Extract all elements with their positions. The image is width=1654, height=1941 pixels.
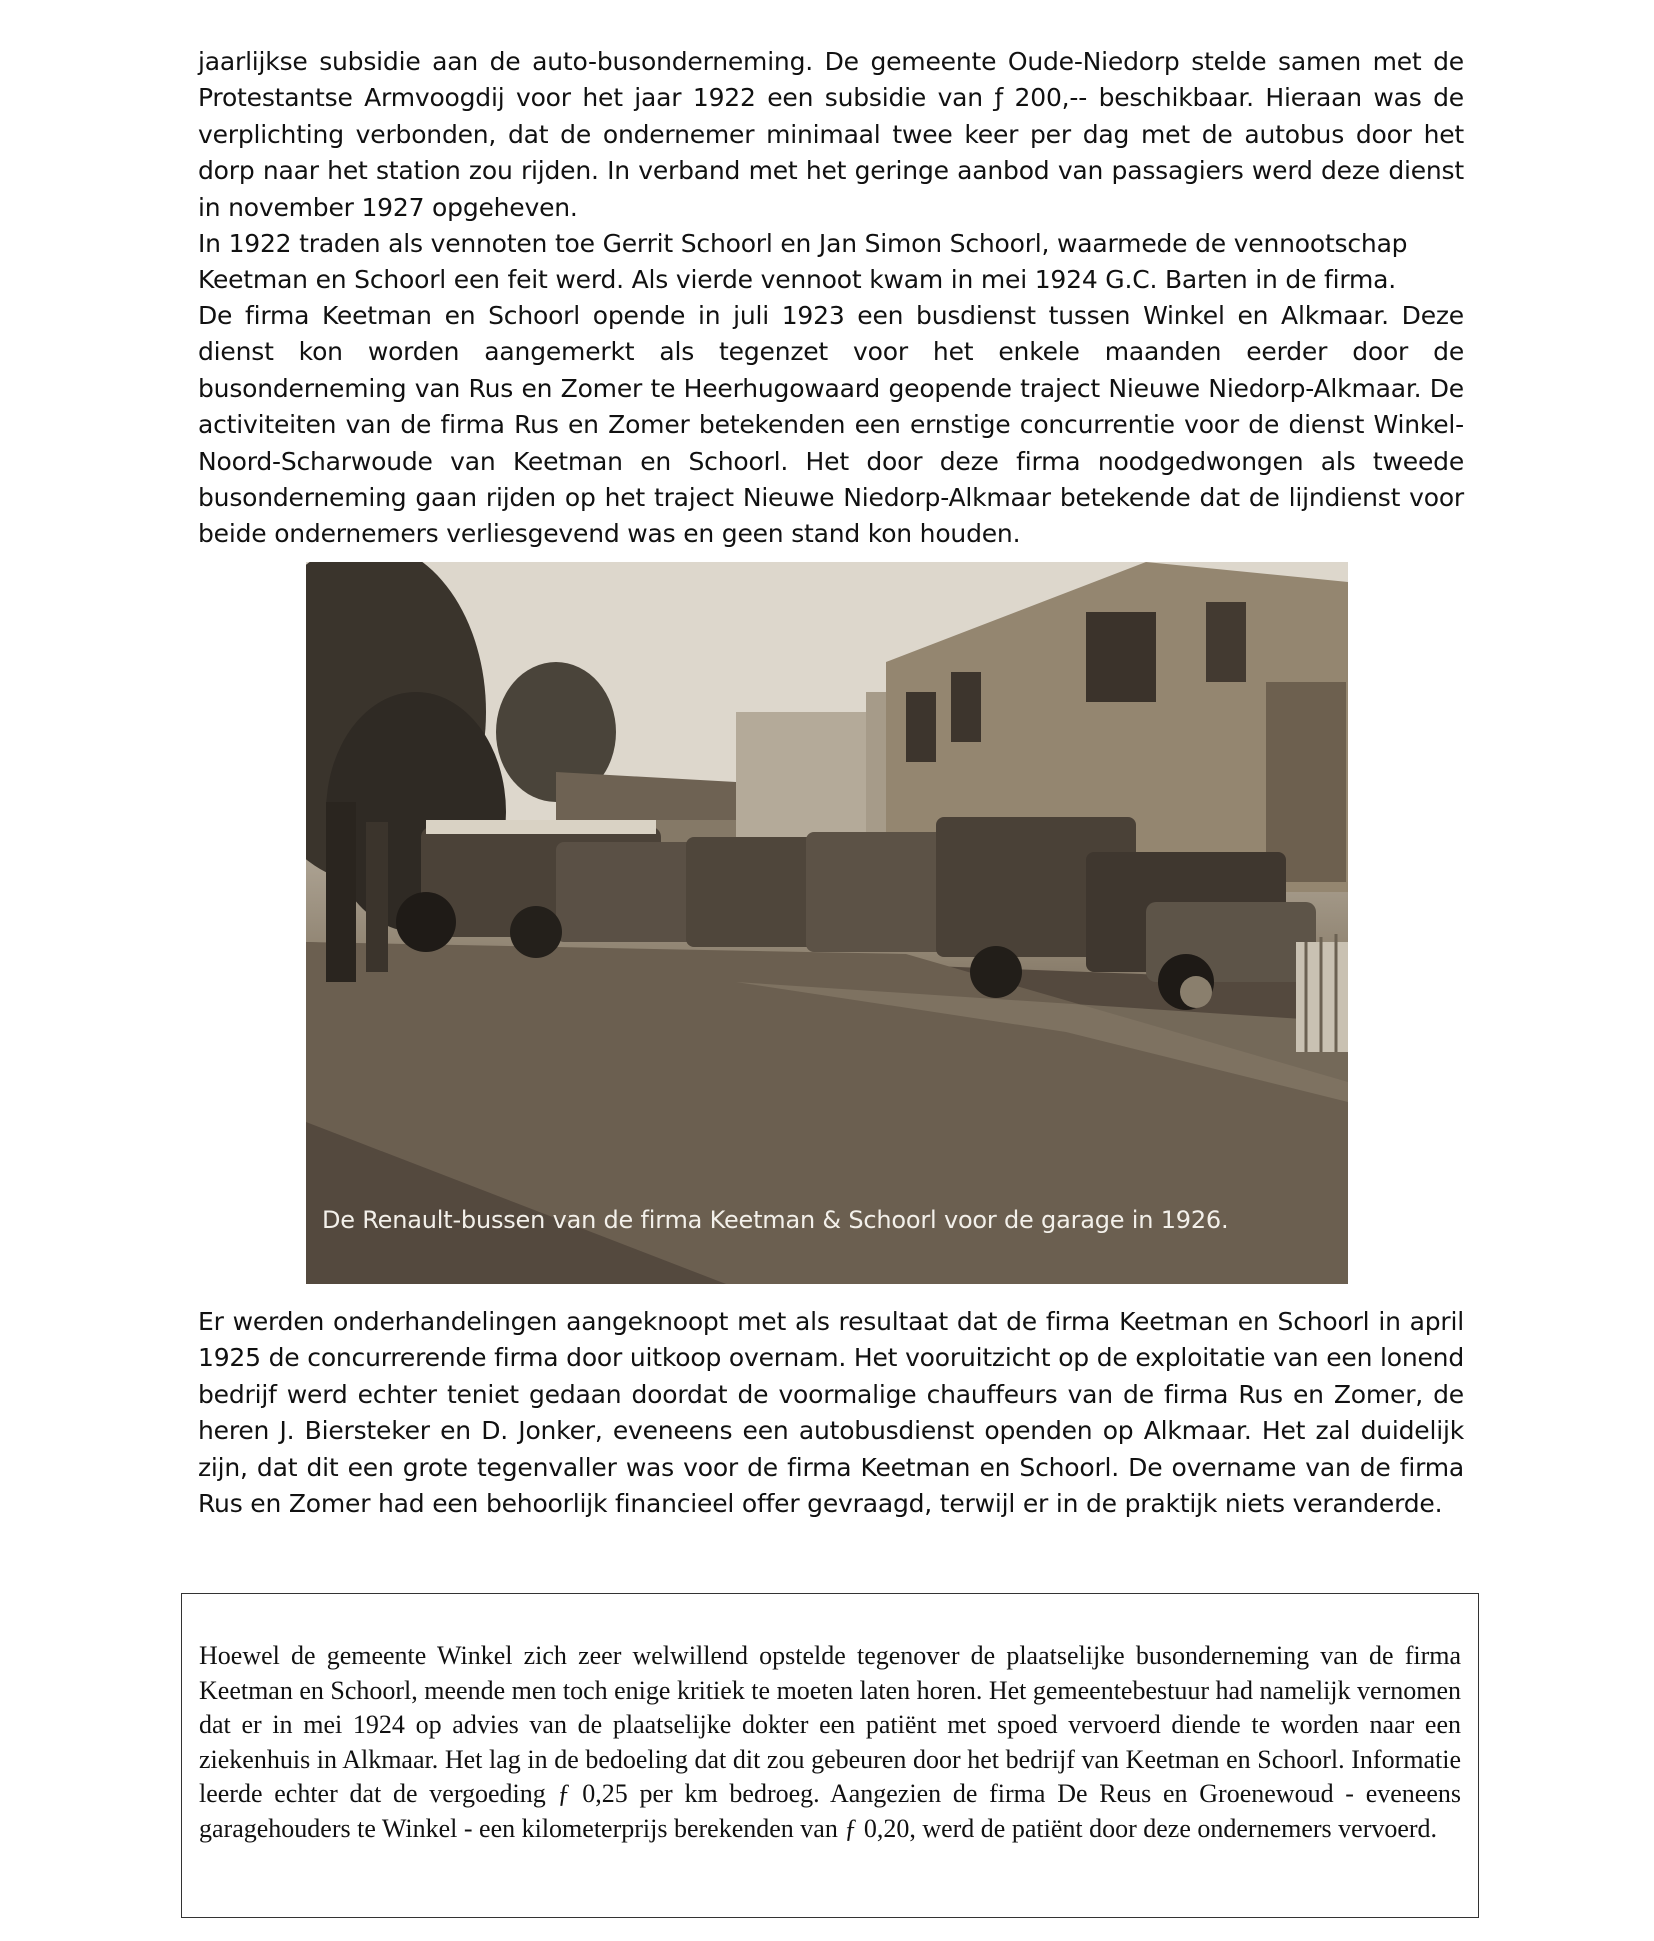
paragraph-subsidy: jaarlijkse subsidie aan de auto-busonderneming. De gemeente Oude-Niedorp stelde samen met de Protestantse Armvoogdij voor het jaar 1922 een subsidie van ƒ 200,-- beschikbaar. Hieraan was de verplichting verbonden, dat de ondernemer minimaal twee keer per dag met de autobus door het dorp naar het station zou rijden. In verband met het geringe aanbod van passagiers werd deze dienst in november 1927 opgeheven. <box>198 47 1464 222</box>
paragraph-takeover: Er werden onderhandelingen aangeknoopt met als resultaat dat de firma Keetman en Schoorl in april 1925 de concurrerende firma door uitkoop overnam. Het vooruitzicht op de exploitatie van een lonend bedrijf werd echter teniet gedaan doordat de voormalige chauffeurs van de firma Rus en Zomer, de heren J. Biersteker en D. Jonker, eveneens een autobusdienst openden op Alkmaar. Het zal duidelijk zijn, dat dit een grote tegenvaller was voor de firma Keetman en Schoorl. De overname van de firma Rus en Zomer had een behoorlijk financieel offer gevraagd, terwijl er in de praktijk niets veranderde. <box>198 1307 1464 1519</box>
sidebar-box <box>181 1593 1479 1918</box>
paragraph-partners-2: Keetman en Schoorl een feit werd. Als vierde vennoot kwam in mei 1924 G.C. Barten in de firma. <box>198 265 1397 294</box>
historic-bus-photo <box>306 562 1348 1284</box>
photo-illustration <box>306 562 1348 1284</box>
sidebar-box-text: Hoewel de gemeente Winkel zich zeer welwillend opstelde tegenover de plaatselijke busonderneming van de firma Keetman en Schoorl, meende men toch enige kritiek te moeten laten horen. Het gemeentebestuur had namelijk vernomen dat er in mei 1924 op advies van de plaatselijke dokter een patiënt met spoed vervoerd diende te worden naar een ziekenhuis in Alkmaar. Het lag in de bedoeling dat dit zou gebeuren door het bedrijf van Keetman en Schoorl. Informatie leerde echter dat de vergoeding ƒ 0,25 per km bedroeg. Aangezien de firma De Reus en Groenewoud - eveneens garagehouders te Winkel - een kilometerprijs berekenden van ƒ 0,20, werd de patiënt door deze ondernemers vervoerd. <box>199 1641 1461 1843</box>
paragraph-bus-service: De firma Keetman en Schoorl opende in juli 1923 een busdienst tussen Winkel en Alkmaar. Deze dienst kon worden aangemerkt als tegenzet voor het enkele maanden eerder door de busonderneming van Rus en Zomer te Heerhugowaard geopende traject Nieuwe Niedorp-Alkmaar. De activiteiten van de firma Rus en Zomer betekenden een ernstige concurrentie voor de dienst Winkel-Noord-Scharwoude van Keetman en Schoorl. Het door deze firma noodgedwongen als tweede busonderneming gaan rijden op het traject Nieuwe Niedorp-Alkmaar betekende dat de lijndienst voor beide ondernemers verliesgevend was en geen stand kon houden. <box>198 301 1464 549</box>
photo-caption: De Renault-bussen van de firma Keetman & Schoorl voor de garage in 1926. <box>322 1206 1229 1234</box>
paragraph-partners-1: In 1922 traden als vennoten toe Gerrit Schoorl en Jan Simon Schoorl, waarmede de vennootschap <box>198 229 1408 258</box>
